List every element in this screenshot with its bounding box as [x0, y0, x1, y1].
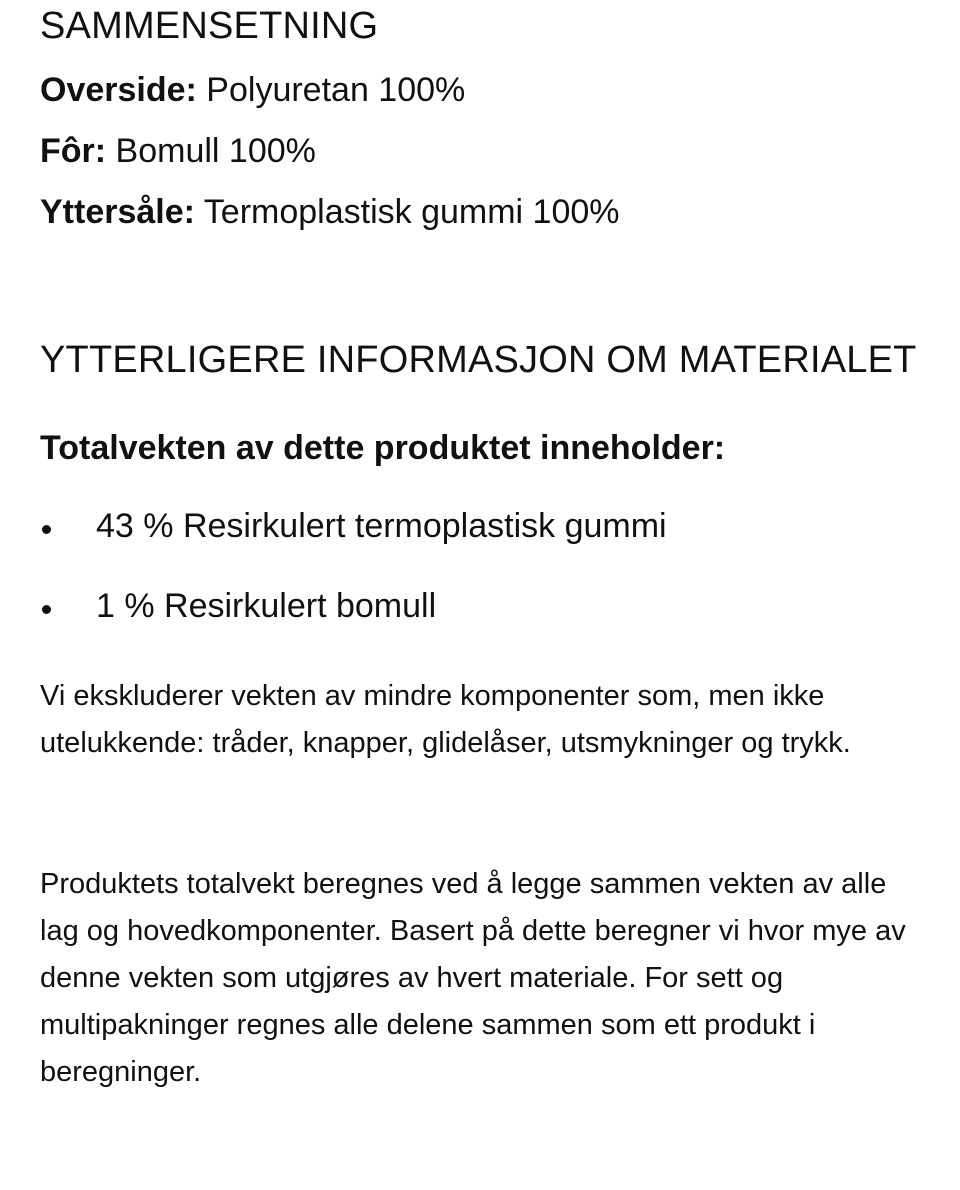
composition-heading: SAMMENSETNING: [40, 5, 379, 47]
composition-label: Yttersåle:: [40, 193, 195, 231]
bullet-dot-icon: [42, 605, 51, 614]
total-weight-heading: Totalvekten av dette produktet inneholder:: [40, 429, 726, 467]
composition-label: Overside:: [40, 71, 197, 109]
composition-value: Termoplastisk gummi 100%: [194, 193, 620, 231]
list-item-text: 1 % Resirkulert bomull: [96, 587, 437, 625]
calculation-paragraph: Produktets totalvekt beregnes ved å legge sammen vekten av alle lag og hovedkomponenter. Basert på dette beregner vi hvor mye av denne vekten som utgjøres av hvert materiale. For sett og multipakninger regnes alle delene sammen som ett produkt i beregninger.: [40, 868, 906, 1088]
composition-item-outsole: [40, 192, 620, 233]
composition-item-lining: [40, 131, 316, 172]
composition-value: Bomull 100%: [106, 132, 316, 170]
bullet-dot-icon: [42, 525, 51, 534]
material-info-heading: YTTERLIGERE INFORMASJON OM MATERIALET: [40, 339, 917, 381]
composition-item-upper: [40, 70, 465, 111]
list-item-text: 43 % Resirkulert termoplastisk gummi: [96, 507, 667, 545]
exclusion-paragraph: Vi ekskluderer vekten av mindre komponenter som, men ikke utelukkende: tråder, knapper, glidelåser, utsmykninger og trykk.: [40, 680, 851, 759]
composition-label: Fôr:: [40, 132, 107, 170]
composition-value: Polyuretan 100%: [196, 71, 466, 109]
